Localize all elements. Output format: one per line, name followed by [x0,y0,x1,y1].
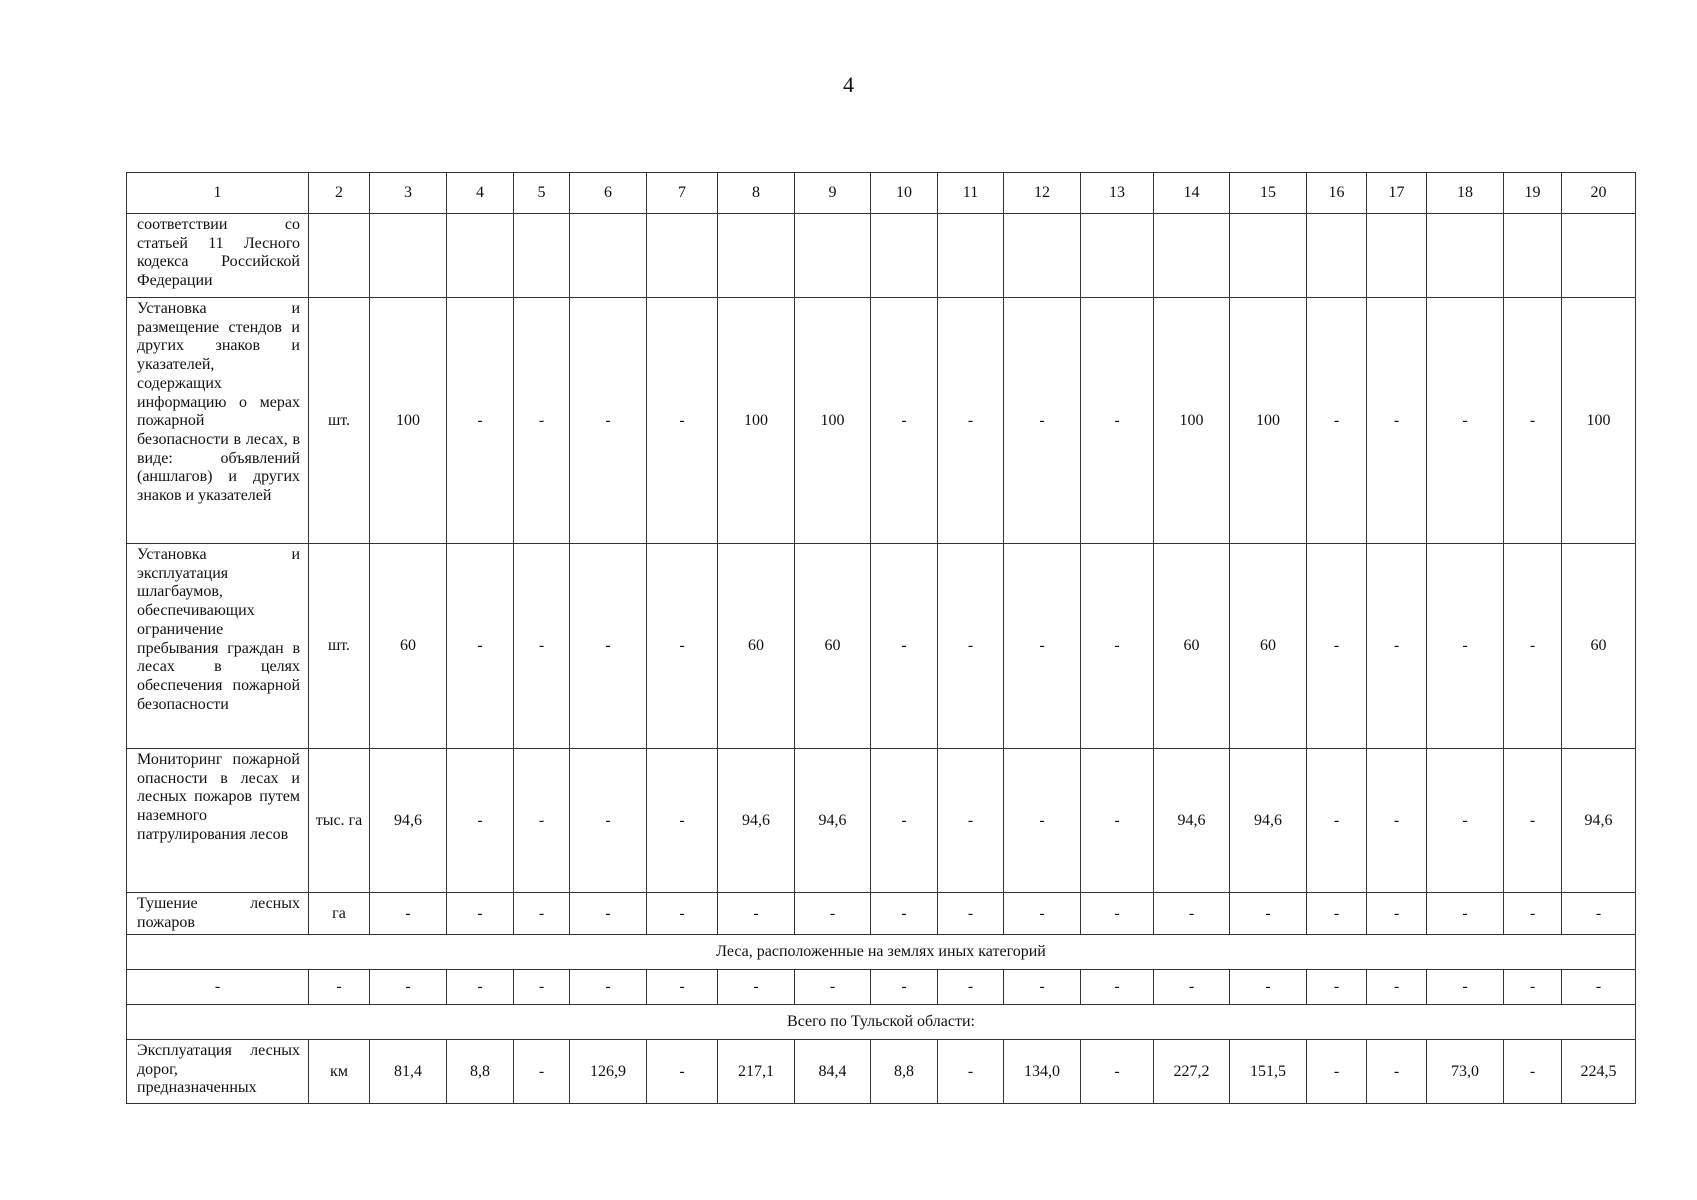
row-value: - [1081,298,1154,544]
column-header: 7 [647,173,718,214]
table-row-stands [127,298,1636,544]
row-value: - [1004,893,1081,935]
row-value: - [1504,544,1562,749]
row-value: - [1307,749,1367,893]
row-value: - [1504,749,1562,893]
row-value: - [871,298,938,544]
row-value [514,214,570,298]
row-value: - [514,1040,570,1104]
row-value: - [871,970,938,1005]
row-value: - [1504,970,1562,1005]
data-table [126,172,1636,1104]
row-value: 60 [1230,544,1307,749]
row-value: - [447,970,514,1005]
row-value: 60 [1154,544,1230,749]
row-value: - [1004,298,1081,544]
row-unit [309,214,370,298]
row-value: - [514,544,570,749]
page-number: 4 [843,72,854,97]
row-value: 94,6 [370,749,447,893]
row-description: соответствии со статьей 11 Лесного кодекса Российской Федерации [127,214,309,298]
row-value: - [938,893,1004,935]
row-value: 151,5 [1230,1040,1307,1104]
column-header: 2 [309,173,370,214]
row-value: - [647,1040,718,1104]
column-header: 6 [570,173,647,214]
row-unit: шт. [309,544,370,749]
row-value: - [309,970,370,1005]
row-value: - [647,298,718,544]
row-value [647,214,718,298]
row-value [1562,214,1636,298]
row-value: 94,6 [1562,749,1636,893]
row-value: 73,0 [1427,1040,1504,1104]
row-value: - [127,970,309,1005]
row-value: - [1307,298,1367,544]
row-value: - [1427,298,1504,544]
row-description: Мониторинг пожарной опасности в лесах и лесных пожаров путем наземного патрулирования лесов [127,749,309,893]
row-value [1504,214,1562,298]
row-value: - [1367,893,1427,935]
row-value [1427,214,1504,298]
row-value [1154,214,1230,298]
row-value: 100 [718,298,795,544]
row-value: 94,6 [718,749,795,893]
table-row-barriers [127,544,1636,749]
row-value [1004,214,1081,298]
row-value [718,214,795,298]
row-unit: км [309,1040,370,1104]
row-value: - [1004,544,1081,749]
row-value: - [447,298,514,544]
row-value: 94,6 [795,749,871,893]
row-value: - [370,970,447,1005]
row-value: - [938,544,1004,749]
row-value: - [514,893,570,935]
row-value: - [647,970,718,1005]
row-value: - [514,970,570,1005]
row-value [570,214,647,298]
table-row-monitoring [127,749,1636,893]
row-value: 60 [795,544,871,749]
row-value: - [447,544,514,749]
row-value: - [1504,1040,1562,1104]
row-value: 227,2 [1154,1040,1230,1104]
row-value: - [938,1040,1004,1104]
column-header: 14 [1154,173,1230,214]
row-value: - [447,749,514,893]
row-value: 224,5 [1562,1040,1636,1104]
row-value: - [1230,893,1307,935]
section-row-total [127,1005,1636,1040]
row-value: - [1230,970,1307,1005]
row-value: - [1504,893,1562,935]
row-value: - [1427,893,1504,935]
row-value: - [871,544,938,749]
row-description: Установка и размещение стендов и других знаков и указателей, содержащих информацию о мерах пожарной безопасности в лесах, в виде: объявлений (аншлагов) и других знаков и указателей [127,298,309,544]
row-value: - [1081,1040,1154,1104]
row-value: - [718,893,795,935]
row-value: - [795,893,871,935]
row-value: - [795,970,871,1005]
row-value: 94,6 [1230,749,1307,893]
column-header: 11 [938,173,1004,214]
row-value [1081,214,1154,298]
row-value: - [1081,749,1154,893]
row-value [1367,214,1427,298]
column-header: 18 [1427,173,1504,214]
row-value: - [570,970,647,1005]
row-value: - [570,893,647,935]
column-header: 4 [447,173,514,214]
table-row-cont [127,214,1636,298]
column-header: 10 [871,173,938,214]
column-header: 13 [1081,173,1154,214]
row-value: 60 [718,544,795,749]
row-value: - [1307,970,1367,1005]
row-value: - [1307,544,1367,749]
table-row-other-lands [127,970,1636,1005]
row-value: 134,0 [1004,1040,1081,1104]
column-header: 20 [1562,173,1636,214]
row-value: 84,4 [795,1040,871,1104]
row-value [871,214,938,298]
row-value: 81,4 [370,1040,447,1104]
row-value: - [1154,970,1230,1005]
row-value: - [514,298,570,544]
row-value: 94,6 [1154,749,1230,893]
row-value: - [1004,749,1081,893]
section-title: Всего по Тульской области: [127,1005,1636,1040]
row-value: - [647,893,718,935]
column-header: 9 [795,173,871,214]
table-row-firefighting [127,893,1636,935]
column-header: 17 [1367,173,1427,214]
row-value: 8,8 [447,1040,514,1104]
row-value: - [1427,970,1504,1005]
row-value: 100 [1154,298,1230,544]
row-value: - [1154,893,1230,935]
row-unit: га [309,893,370,935]
row-value: 100 [370,298,447,544]
row-value [370,214,447,298]
row-value: - [938,749,1004,893]
row-value: - [1081,544,1154,749]
row-value: - [1427,544,1504,749]
row-value: - [647,544,718,749]
row-value: - [1081,970,1154,1005]
row-value [1307,214,1367,298]
row-value: - [1367,970,1427,1005]
row-value: - [570,749,647,893]
row-value [938,214,1004,298]
row-value: - [1562,893,1636,935]
row-value: - [1367,544,1427,749]
column-header: 19 [1504,173,1562,214]
row-value: - [1504,298,1562,544]
row-value: 100 [1230,298,1307,544]
row-value [795,214,871,298]
column-header: 12 [1004,173,1081,214]
row-description: Тушение лесных пожаров [127,893,309,935]
row-value: 100 [795,298,871,544]
row-value: - [647,749,718,893]
row-value: - [871,749,938,893]
row-value: - [514,749,570,893]
row-value: - [1367,749,1427,893]
row-unit: тыс. га [309,749,370,893]
header-row [127,173,1636,214]
column-header: 15 [1230,173,1307,214]
row-value: 60 [370,544,447,749]
column-header: 16 [1307,173,1367,214]
row-unit: шт. [309,298,370,544]
row-value: - [447,893,514,935]
row-description: Установка и эксплуатация шлагбаумов, обеспечивающих ограничение пребывания граждан в лесах в целях обеспечения пожарной безопасности [127,544,309,749]
column-header: 5 [514,173,570,214]
row-description: Эксплуатация лесных дорог, предназначенных [127,1040,309,1104]
row-value: - [1367,298,1427,544]
section-row-other-lands [127,935,1636,970]
row-value: - [570,298,647,544]
row-value: - [1562,970,1636,1005]
row-value: 60 [1562,544,1636,749]
row-value: - [938,970,1004,1005]
row-value: - [570,544,647,749]
row-value: - [718,970,795,1005]
row-value: - [1307,893,1367,935]
row-value [447,214,514,298]
row-value: - [1427,749,1504,893]
column-header: 1 [127,173,309,214]
row-value: - [1367,1040,1427,1104]
section-title: Леса, расположенные на землях иных категорий [127,935,1636,970]
row-value: - [370,893,447,935]
row-value: - [1307,1040,1367,1104]
column-header: 3 [370,173,447,214]
column-header: 8 [718,173,795,214]
row-value: - [871,893,938,935]
row-value: - [938,298,1004,544]
row-value: - [1004,970,1081,1005]
row-value: 217,1 [718,1040,795,1104]
row-value: 126,9 [570,1040,647,1104]
row-value: 100 [1562,298,1636,544]
table-row-roads [127,1040,1636,1104]
row-value [1230,214,1307,298]
row-value: 8,8 [871,1040,938,1104]
row-value: - [1081,893,1154,935]
